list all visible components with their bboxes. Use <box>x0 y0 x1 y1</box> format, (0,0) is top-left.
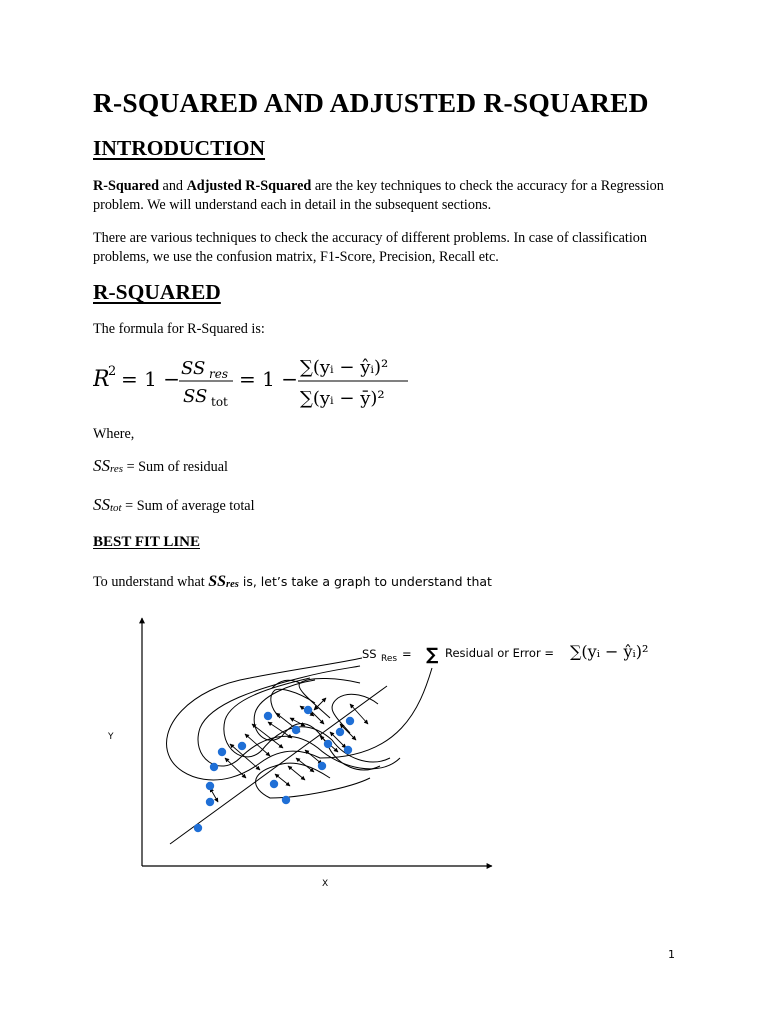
page-number: 1 <box>668 948 675 961</box>
best-fit-ssres: $SS_{res}$ <box>208 573 239 590</box>
intro-paragraph-1 <box>93 177 683 215</box>
ssres-definition <box>93 456 228 476</box>
residual-arrow <box>288 766 305 780</box>
ssres-annotation <box>362 642 648 665</box>
data-point <box>218 748 226 756</box>
formula-eq1: = 1 − <box>121 367 180 391</box>
formula-den2: ∑(yᵢ − ȳ)² <box>300 388 385 409</box>
formula-num2: ∑(yᵢ − ŷᵢ)² <box>300 357 389 378</box>
residual-curve <box>332 694 378 733</box>
data-point <box>346 717 354 725</box>
formula-eq2: = 1 − <box>239 367 298 391</box>
formula-intro: The formula for R-Squared is: <box>93 321 265 337</box>
residual-arrow <box>268 722 292 738</box>
adjusted-r-squared-term: Adjusted R-Squared <box>186 178 312 194</box>
best-fit-tail: is, let’s take a graph to understand that <box>238 574 492 589</box>
formula-r-sup: 2 <box>108 364 117 379</box>
y-axis-label: Y <box>108 732 114 742</box>
data-point <box>292 726 300 734</box>
residual-or-error-label: Residual or Error = <box>445 646 554 660</box>
sstot-symbol: $SS_{tot}$ <box>93 495 122 514</box>
r-squared-term: R-Squared <box>93 178 159 194</box>
formula-num1-sub: res <box>209 367 228 381</box>
data-point <box>210 763 218 771</box>
data-point <box>264 712 272 720</box>
best-fit-lead: To understand what <box>93 574 209 590</box>
formula-r: R <box>93 367 110 392</box>
sigma-symbol: ∑ <box>426 645 439 665</box>
formula-den1-ss: SS <box>183 386 208 407</box>
residual-arrow <box>225 758 246 778</box>
best-fit-line-heading: BEST FIT LINE <box>93 534 200 550</box>
ssres-annotation-ss: SS <box>362 647 377 661</box>
where-label: Where, <box>93 426 135 442</box>
data-point <box>206 798 214 806</box>
intro-p1-rest: are the key techniques to check the accuracy for a Regression problem. We will understand each in detail in the subsequent sections. <box>93 178 664 213</box>
residual-curve <box>167 658 432 780</box>
residual-arrow <box>305 750 322 764</box>
residual-arrow <box>290 718 305 726</box>
residual-arrow <box>314 698 326 710</box>
residual-arrow <box>296 758 314 772</box>
ssres-annotation-eq: = <box>402 647 412 661</box>
r-squared-formula <box>93 345 423 415</box>
sstot-text: = Sum of average total <box>121 498 255 514</box>
data-point <box>336 728 344 736</box>
intro-and: and <box>158 178 187 194</box>
r-squared-heading: R-SQUARED <box>93 280 221 304</box>
data-point <box>304 706 312 714</box>
best-fit-graph <box>100 608 690 898</box>
data-point <box>194 824 202 832</box>
formula-den1-sub: tot <box>211 395 228 409</box>
data-point <box>344 746 352 754</box>
introduction-heading: INTRODUCTION <box>93 136 266 160</box>
best-fit-intro <box>93 573 492 591</box>
sstot-definition <box>93 495 255 515</box>
document-title: R-SQUARED AND ADJUSTED R-SQUARED <box>93 87 649 118</box>
formula-num1-ss: SS <box>181 358 206 379</box>
x-axis-label: X <box>322 879 329 889</box>
ssres-text: = Sum of residual <box>123 459 228 475</box>
residual-formula: ∑(yᵢ − ŷᵢ)² <box>570 642 649 661</box>
residual-curve <box>198 666 400 769</box>
data-point <box>324 740 332 748</box>
intro-paragraph-2: There are various techniques to check the accuracy of different problems. In case of classification problems, we use the confusion matrix, F1-Score, Precision, Recall etc. <box>93 230 647 265</box>
data-point <box>318 762 326 770</box>
data-point <box>282 796 290 804</box>
ssres-annotation-sub: Res <box>381 654 398 664</box>
data-points <box>194 706 354 832</box>
residual-curve <box>224 678 390 762</box>
data-point <box>270 780 278 788</box>
data-point <box>206 782 214 790</box>
ssres-symbol: $SS_{res}$ <box>93 456 124 475</box>
data-point <box>238 742 246 750</box>
